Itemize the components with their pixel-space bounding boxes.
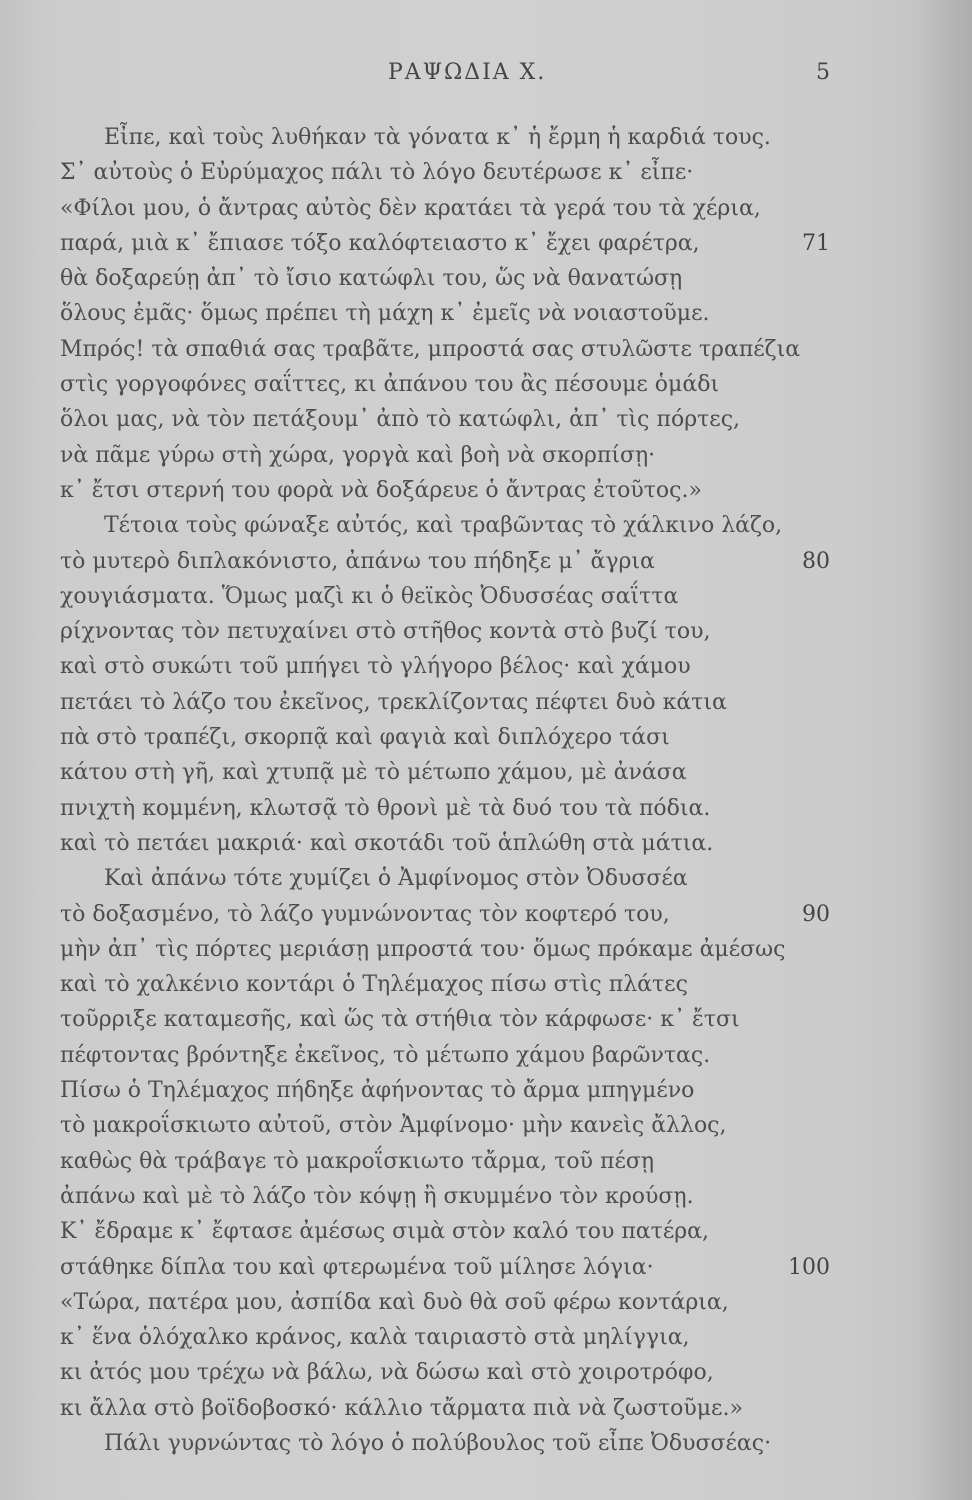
verse-line-text: τοῦρριξε καταμεσῆς, καὶ ὥς τὰ στήθια τὸν κάρφωσε· κ᾽ ἔτσι <box>60 1007 740 1033</box>
verse-line <box>60 755 830 790</box>
page-edge-shadow <box>842 0 972 1500</box>
verse-line <box>60 1144 830 1179</box>
verse-line <box>60 649 830 684</box>
page-number: 5 <box>816 60 830 85</box>
verse-line-text: παρά, μιὰ κ᾽ ἔπιασε τόξο καλόφτειαστο κ᾽ ἔχει φαρέτρα, <box>60 230 700 256</box>
verse-line <box>60 1250 830 1285</box>
verse-line <box>60 1002 830 1037</box>
verse-line <box>60 967 830 1002</box>
verse-line-text: Καὶ ἀπάνω τότε χυμίζει ὁ Ἀμφίνομος στὸν Ὀδυσσέα <box>104 866 688 892</box>
verse-line-text: πετάει τὸ λάζο του ἐκεῖνος, τρεκλίζοντας πέφτει δυὸ κάτια <box>60 689 727 715</box>
verse-line <box>60 1426 830 1461</box>
verse-line-text: πὰ στὸ τραπέζι, σκορπᾷ καὶ φαγιὰ καὶ διπλόχερο τάσι <box>60 725 670 751</box>
verse-line <box>60 1038 830 1073</box>
verse-line-text: Πίσω ὁ Τηλέμαχος πήδηξε ἀφήνοντας τὸ ἄρμα μπηγμένο <box>60 1078 695 1104</box>
verse-line <box>60 791 830 826</box>
verse-line <box>60 932 830 967</box>
verse-line <box>60 1108 830 1143</box>
verse-line-text: κ᾽ ἕνα ὁλόχαλκο κράνος, καλὰ ταιριαστὸ στὰ μηλίγγια, <box>60 1325 690 1351</box>
verse-line-text: κι ἄλλα στὸ βοϊδοβοσκό· κάλλιο τἄρματα πιὰ νὰ ζωστοῦμε.» <box>60 1395 743 1421</box>
verse-line <box>60 332 830 367</box>
verse-line-text: Κ᾽ ἔδραμε κ᾽ ἔφτασε ἀμέσως σιμὰ στὸν καλό του πατέρα, <box>60 1219 709 1245</box>
running-title: ΡΑΨΩΔΙΑ Χ. <box>388 60 547 85</box>
verse-line-text: «Τώρα, πατέρα μου, ἀσπίδα καὶ δυὸ θὰ σοῦ φέρω κοντάρια, <box>60 1289 729 1315</box>
verse-line <box>60 155 830 190</box>
verse-line-text: καὶ τὸ χαλκένιο κοντάρι ὁ Τηλέμαχος πίσω στὶς πλάτες <box>60 972 688 998</box>
verse-line-text: τὸ δοξασμένο, τὸ λάζο γυμνώνοντας τὸν κοφτερό του, <box>60 901 670 927</box>
verse-line <box>60 120 830 155</box>
line-number: 90 <box>802 901 830 927</box>
verse-line-text: θὰ δοξαρεύῃ ἀπ᾽ τὸ ἴσιο κατώφλι του, ὥς νὰ θανατώσῃ <box>60 266 683 292</box>
verse-line <box>60 438 830 473</box>
verse-line <box>60 508 830 543</box>
verse-line-text: κ᾽ ἔτσι στερνή του φορὰ νὰ δοξάρευε ὁ ἄντρας ἐτοῦτος.» <box>60 477 702 503</box>
verse-line <box>60 226 830 261</box>
verse-line <box>60 402 830 437</box>
verse-line <box>60 1355 830 1390</box>
verse-line-text: Σ᾽ αὐτοὺς ὁ Εὐρύμαχος πάλι τὸ λόγο δευτέρωσε κ᾽ εἶπε· <box>60 160 694 186</box>
verse-line-text: νὰ πᾶμε γύρω στὴ χώρα, γοργὰ καὶ βοὴ νὰ σκορπίσῃ· <box>60 442 656 468</box>
verse-line-text: στὶς γοργοφόνες σαΐττες, κι ἀπάνου του ἂς πέσουμε ὁμάδι <box>60 372 720 398</box>
verse-line <box>60 261 830 296</box>
verse-line <box>60 473 830 508</box>
verse-line <box>60 544 830 579</box>
verse-line-text: στάθηκε δίπλα του καὶ φτερωμένα τοῦ μίλησε λόγια· <box>60 1254 654 1280</box>
verse-line-text: Τέτοια τοὺς φώναξε αὐτός, καὶ τραβῶντας τὸ χάλκινο λάζο, <box>104 513 783 539</box>
verse-line-text: πνιχτὴ κομμένη, κλωτσᾷ τὸ θρονὶ μὲ τὰ δυό του τὰ πόδια. <box>60 795 711 821</box>
verse-line <box>60 1285 830 1320</box>
verse-line <box>60 1073 830 1108</box>
verse-line <box>60 1179 830 1214</box>
verse-line-text: πέφτοντας βρόντηξε ἐκεῖνος, τὸ μέτωπο χάμου βαρῶντας. <box>60 1042 711 1068</box>
verse-text-block <box>60 120 830 1461</box>
verse-line <box>60 614 830 649</box>
verse-line <box>60 897 830 932</box>
verse-line <box>60 720 830 755</box>
verse-line-text: καθὼς θὰ τράβαγε τὸ μακροΐσκιωτο τἄρμα, τοῦ πέσῃ <box>60 1148 655 1174</box>
verse-line <box>60 296 830 331</box>
verse-line <box>60 367 830 402</box>
verse-line-text: Πάλι γυρνώντας τὸ λόγο ὁ πολύβουλος τοῦ εἶπε Ὀδυσσέας· <box>104 1430 772 1456</box>
verse-line-text: ἀπάνω καὶ μὲ τὸ λάζο τὸν κόψῃ ἢ σκυμμένο τὸν κρούσῃ. <box>60 1183 694 1209</box>
verse-line <box>60 191 830 226</box>
verse-line <box>60 861 830 896</box>
line-number: 100 <box>788 1254 830 1280</box>
page-header <box>0 60 972 96</box>
verse-line-text: καὶ στὸ συκώτι τοῦ μπήγει τὸ γλήγορο βέλος· καὶ χάμου <box>60 654 691 680</box>
verse-line-text: τὸ μακροΐσκιωτο αὐτοῦ, στὸν Ἀμφίνομο· μὴν κανεὶς ἄλλος, <box>60 1113 727 1139</box>
verse-line <box>60 579 830 614</box>
verse-line-text: τὸ μυτερὸ διπλακόνιστο, ἀπάνω του πήδηξε μ᾽ ἄγρια <box>60 548 655 574</box>
verse-line-text: Μπρός! τὰ σπαθιά σας τραβᾶτε, μπροστά σας στυλῶστε τραπέζια <box>60 336 801 362</box>
verse-line-text: ὅλους ἐμᾶς· ὅμως πρέπει τὴ μάχη κ᾽ ἐμεῖς νὰ νοιαστοῦμε. <box>60 301 710 327</box>
verse-line-text: Εἶπε, καὶ τοὺς λυθήκαν τὰ γόνατα κ᾽ ἡ ἔρμη ἡ καρδιά τους. <box>104 125 771 150</box>
verse-line-text: μὴν ἀπ᾽ τὶς πόρτες μεριάσῃ μπροστά του· ὅμως πρόκαμε ἀμέσως <box>60 936 786 962</box>
verse-line <box>60 685 830 720</box>
line-number: 80 <box>802 548 830 574</box>
verse-line-text: καὶ τὸ πετάει μακριά· καὶ σκοτάδι τοῦ ἁπλώθη στὰ μάτια. <box>60 830 714 856</box>
verse-line-text: κάτου στὴ γῆ, καὶ χτυπᾷ μὲ τὸ μέτωπο χάμου, μὲ ἀνάσα <box>60 760 687 786</box>
verse-line-text: ρίχνοντας τὸν πετυχαίνει στὸ στῆθος κοντὰ στὸ βυζί του, <box>60 619 711 645</box>
verse-line <box>60 1320 830 1355</box>
verse-line-text: ὅλοι μας, νὰ τὸν πετάξουμ᾽ ἀπὸ τὸ κατώφλι, ἀπ᾽ τὶς πόρτες, <box>60 407 741 433</box>
verse-line <box>60 1391 830 1426</box>
verse-line-text: κι ἀτός μου τρέχω νὰ βάλω, νὰ δώσω καὶ στὸ χοιροτρόφο, <box>60 1360 714 1386</box>
verse-line-text: χουγιάσματα. Ὅμως μαζὶ κι ὁ θεϊκὸς Ὀδυσσέας σαΐττα <box>60 583 679 609</box>
verse-line <box>60 826 830 861</box>
line-number: 71 <box>802 230 830 256</box>
verse-line <box>60 1214 830 1249</box>
verse-line-text: «Φίλοι μου, ὁ ἄντρας αὐτὸς δὲν κρατάει τὰ γερά του τὰ χέρια, <box>60 195 761 221</box>
